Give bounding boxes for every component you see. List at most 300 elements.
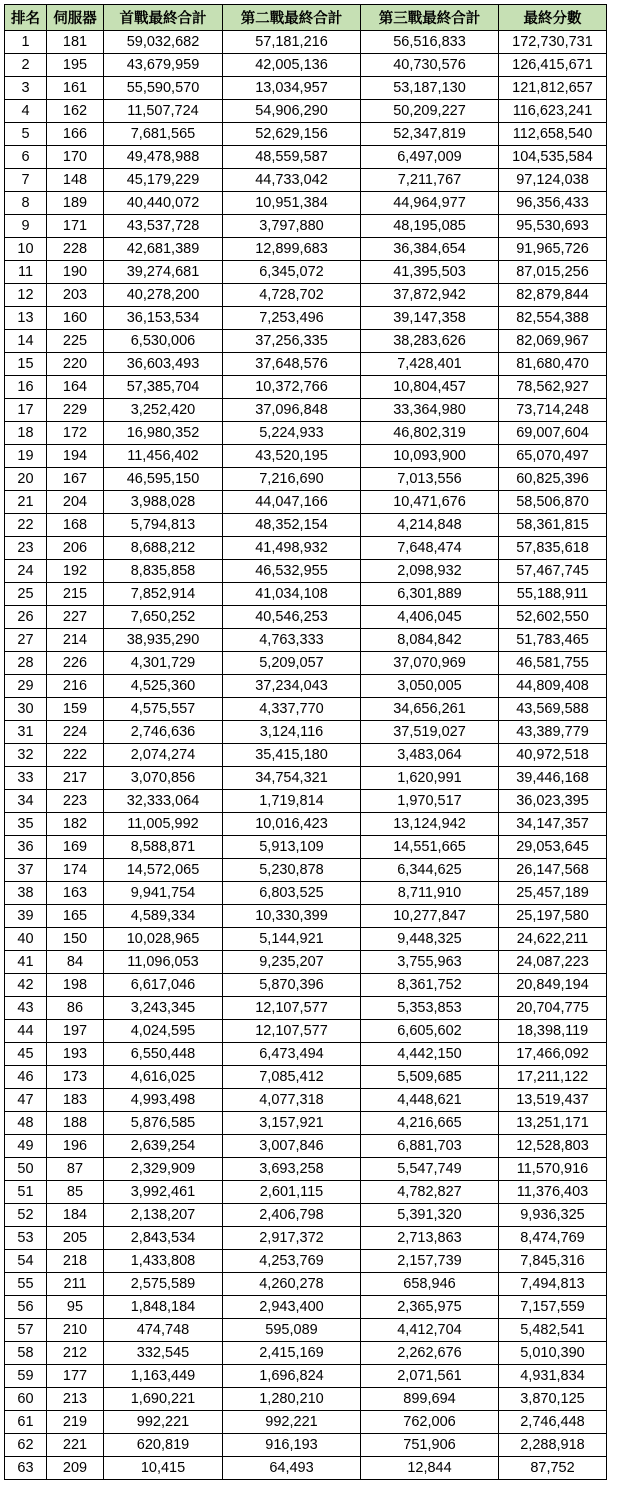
cell-third-battle-total: 658,946 <box>361 1273 499 1296</box>
cell-server: 219 <box>47 1411 104 1434</box>
cell-first-battle-total: 3,988,028 <box>104 491 223 514</box>
cell-final-score: 4,931,834 <box>499 1365 607 1388</box>
cell-final-score: 24,622,211 <box>499 928 607 951</box>
cell-second-battle-total: 3,797,880 <box>223 215 361 238</box>
cell-first-battle-total: 1,690,221 <box>104 1388 223 1411</box>
cell-server: 161 <box>47 77 104 100</box>
cell-rank: 24 <box>5 560 47 583</box>
cell-second-battle-total: 12,107,577 <box>223 1020 361 1043</box>
cell-final-score: 11,376,403 <box>499 1181 607 1204</box>
cell-third-battle-total: 37,070,969 <box>361 652 499 675</box>
cell-server: 193 <box>47 1043 104 1066</box>
cell-rank: 17 <box>5 399 47 422</box>
cell-rank: 5 <box>5 123 47 146</box>
cell-first-battle-total: 14,572,065 <box>104 859 223 882</box>
cell-rank: 31 <box>5 721 47 744</box>
table-row <box>5 468 607 491</box>
cell-server: 166 <box>47 123 104 146</box>
cell-server: 174 <box>47 859 104 882</box>
cell-server: 164 <box>47 376 104 399</box>
cell-server: 218 <box>47 1250 104 1273</box>
table-body <box>5 31 607 1480</box>
cell-server: 169 <box>47 836 104 859</box>
cell-server: 205 <box>47 1227 104 1250</box>
cell-rank: 44 <box>5 1020 47 1043</box>
cell-second-battle-total: 54,906,290 <box>223 100 361 123</box>
cell-server: 85 <box>47 1181 104 1204</box>
cell-third-battle-total: 6,605,602 <box>361 1020 499 1043</box>
cell-final-score: 43,569,588 <box>499 698 607 721</box>
cell-server: 87 <box>47 1158 104 1181</box>
cell-rank: 45 <box>5 1043 47 1066</box>
cell-third-battle-total: 53,187,130 <box>361 77 499 100</box>
cell-final-score: 112,658,540 <box>499 123 607 146</box>
cell-first-battle-total: 49,478,988 <box>104 146 223 169</box>
cell-rank: 43 <box>5 997 47 1020</box>
table-row <box>5 997 607 1020</box>
table-row <box>5 514 607 537</box>
cell-second-battle-total: 4,728,702 <box>223 284 361 307</box>
table-row <box>5 1388 607 1411</box>
cell-second-battle-total: 3,157,921 <box>223 1112 361 1135</box>
cell-first-battle-total: 2,329,909 <box>104 1158 223 1181</box>
cell-server: 192 <box>47 560 104 583</box>
header-second-battle-total: 第二戰最終合計 <box>223 5 361 31</box>
cell-first-battle-total: 8,688,212 <box>104 537 223 560</box>
cell-final-score: 65,070,497 <box>499 445 607 468</box>
cell-third-battle-total: 10,471,676 <box>361 491 499 514</box>
cell-third-battle-total: 7,013,556 <box>361 468 499 491</box>
cell-rank: 38 <box>5 882 47 905</box>
cell-first-battle-total: 8,588,871 <box>104 836 223 859</box>
table-row <box>5 767 607 790</box>
cell-first-battle-total: 11,096,053 <box>104 951 223 974</box>
table-row <box>5 1227 607 1250</box>
cell-third-battle-total: 1,970,517 <box>361 790 499 813</box>
cell-third-battle-total: 6,301,889 <box>361 583 499 606</box>
cell-third-battle-total: 8,084,842 <box>361 629 499 652</box>
cell-first-battle-total: 7,650,252 <box>104 606 223 629</box>
cell-rank: 26 <box>5 606 47 629</box>
table-row <box>5 330 607 353</box>
cell-second-battle-total: 12,107,577 <box>223 997 361 1020</box>
cell-third-battle-total: 2,262,676 <box>361 1342 499 1365</box>
cell-rank: 3 <box>5 77 47 100</box>
cell-third-battle-total: 2,157,739 <box>361 1250 499 1273</box>
cell-final-score: 55,188,911 <box>499 583 607 606</box>
cell-first-battle-total: 1,163,449 <box>104 1365 223 1388</box>
cell-second-battle-total: 37,096,848 <box>223 399 361 422</box>
cell-final-score: 2,288,918 <box>499 1434 607 1457</box>
cell-server: 215 <box>47 583 104 606</box>
cell-second-battle-total: 40,546,253 <box>223 606 361 629</box>
cell-third-battle-total: 6,497,009 <box>361 146 499 169</box>
cell-server: 209 <box>47 1457 104 1480</box>
table-row <box>5 744 607 767</box>
table-row <box>5 813 607 836</box>
cell-second-battle-total: 37,648,576 <box>223 353 361 376</box>
table-row <box>5 491 607 514</box>
table-row <box>5 652 607 675</box>
cell-second-battle-total: 4,337,770 <box>223 698 361 721</box>
cell-final-score: 9,936,325 <box>499 1204 607 1227</box>
cell-rank: 34 <box>5 790 47 813</box>
cell-third-battle-total: 4,448,621 <box>361 1089 499 1112</box>
cell-server: 224 <box>47 721 104 744</box>
cell-first-battle-total: 8,835,858 <box>104 560 223 583</box>
cell-third-battle-total: 5,391,320 <box>361 1204 499 1227</box>
cell-final-score: 58,361,815 <box>499 514 607 537</box>
cell-server: 168 <box>47 514 104 537</box>
cell-server: 148 <box>47 169 104 192</box>
cell-rank: 1 <box>5 31 47 54</box>
cell-second-battle-total: 3,693,258 <box>223 1158 361 1181</box>
cell-rank: 8 <box>5 192 47 215</box>
cell-second-battle-total: 7,253,496 <box>223 307 361 330</box>
cell-final-score: 25,197,580 <box>499 905 607 928</box>
cell-second-battle-total: 4,260,278 <box>223 1273 361 1296</box>
cell-server: 184 <box>47 1204 104 1227</box>
cell-first-battle-total: 2,138,207 <box>104 1204 223 1227</box>
table-row <box>5 1181 607 1204</box>
table-row <box>5 1411 607 1434</box>
cell-third-battle-total: 8,711,910 <box>361 882 499 905</box>
cell-final-score: 69,007,604 <box>499 422 607 445</box>
table-row <box>5 859 607 882</box>
table-row <box>5 905 607 928</box>
table-row <box>5 261 607 284</box>
table-row <box>5 215 607 238</box>
cell-second-battle-total: 1,280,210 <box>223 1388 361 1411</box>
cell-server: 226 <box>47 652 104 675</box>
cell-first-battle-total: 10,415 <box>104 1457 223 1480</box>
cell-rank: 57 <box>5 1319 47 1342</box>
cell-final-score: 26,147,568 <box>499 859 607 882</box>
cell-third-battle-total: 3,483,064 <box>361 744 499 767</box>
cell-second-battle-total: 52,629,156 <box>223 123 361 146</box>
cell-server: 210 <box>47 1319 104 1342</box>
cell-first-battle-total: 45,179,229 <box>104 169 223 192</box>
cell-second-battle-total: 5,230,878 <box>223 859 361 882</box>
table-row <box>5 974 607 997</box>
cell-final-score: 20,849,194 <box>499 974 607 997</box>
cell-rank: 11 <box>5 261 47 284</box>
cell-server: 229 <box>47 399 104 422</box>
table-row <box>5 123 607 146</box>
table-row <box>5 54 607 77</box>
cell-third-battle-total: 1,620,991 <box>361 767 499 790</box>
ranking-table <box>4 4 607 1480</box>
cell-first-battle-total: 5,876,585 <box>104 1112 223 1135</box>
table-row <box>5 1020 607 1043</box>
cell-second-battle-total: 2,917,372 <box>223 1227 361 1250</box>
cell-final-score: 13,519,437 <box>499 1089 607 1112</box>
cell-third-battle-total: 10,277,847 <box>361 905 499 928</box>
cell-server: 165 <box>47 905 104 928</box>
header-rank: 排名 <box>5 5 47 31</box>
cell-first-battle-total: 4,589,334 <box>104 905 223 928</box>
cell-first-battle-total: 1,433,808 <box>104 1250 223 1273</box>
cell-third-battle-total: 4,412,704 <box>361 1319 499 1342</box>
cell-second-battle-total: 5,224,933 <box>223 422 361 445</box>
cell-server: 214 <box>47 629 104 652</box>
table-row <box>5 1457 607 1480</box>
cell-rank: 25 <box>5 583 47 606</box>
cell-first-battle-total: 6,550,448 <box>104 1043 223 1066</box>
cell-rank: 6 <box>5 146 47 169</box>
cell-rank: 54 <box>5 1250 47 1273</box>
cell-server: 84 <box>47 951 104 974</box>
cell-server: 227 <box>47 606 104 629</box>
cell-third-battle-total: 899,694 <box>361 1388 499 1411</box>
cell-first-battle-total: 4,575,557 <box>104 698 223 721</box>
cell-second-battle-total: 35,415,180 <box>223 744 361 767</box>
cell-rank: 48 <box>5 1112 47 1135</box>
cell-server: 211 <box>47 1273 104 1296</box>
table-row <box>5 1112 607 1135</box>
cell-server: 162 <box>47 100 104 123</box>
cell-server: 206 <box>47 537 104 560</box>
cell-third-battle-total: 751,906 <box>361 1434 499 1457</box>
cell-rank: 29 <box>5 675 47 698</box>
cell-server: 170 <box>47 146 104 169</box>
cell-third-battle-total: 4,782,827 <box>361 1181 499 1204</box>
cell-first-battle-total: 992,221 <box>104 1411 223 1434</box>
cell-first-battle-total: 42,681,389 <box>104 238 223 261</box>
cell-server: 223 <box>47 790 104 813</box>
cell-third-battle-total: 7,428,401 <box>361 353 499 376</box>
cell-first-battle-total: 11,507,724 <box>104 100 223 123</box>
cell-final-score: 57,467,745 <box>499 560 607 583</box>
cell-first-battle-total: 43,537,728 <box>104 215 223 238</box>
cell-third-battle-total: 8,361,752 <box>361 974 499 997</box>
cell-second-battle-total: 2,601,115 <box>223 1181 361 1204</box>
cell-third-battle-total: 39,147,358 <box>361 307 499 330</box>
cell-final-score: 11,570,916 <box>499 1158 607 1181</box>
cell-final-score: 12,528,803 <box>499 1135 607 1158</box>
cell-first-battle-total: 36,153,534 <box>104 307 223 330</box>
cell-rank: 46 <box>5 1066 47 1089</box>
cell-rank: 41 <box>5 951 47 974</box>
cell-first-battle-total: 39,274,681 <box>104 261 223 284</box>
ranking-table-container <box>4 4 607 1480</box>
table-row <box>5 675 607 698</box>
cell-final-score: 17,211,122 <box>499 1066 607 1089</box>
cell-third-battle-total: 14,551,665 <box>361 836 499 859</box>
cell-rank: 63 <box>5 1457 47 1480</box>
cell-first-battle-total: 38,935,290 <box>104 629 223 652</box>
cell-server: 160 <box>47 307 104 330</box>
cell-first-battle-total: 3,992,461 <box>104 1181 223 1204</box>
table-row <box>5 192 607 215</box>
cell-rank: 49 <box>5 1135 47 1158</box>
cell-first-battle-total: 40,440,072 <box>104 192 223 215</box>
cell-rank: 22 <box>5 514 47 537</box>
cell-final-score: 58,506,870 <box>499 491 607 514</box>
table-row <box>5 146 607 169</box>
cell-second-battle-total: 43,520,195 <box>223 445 361 468</box>
cell-server: 204 <box>47 491 104 514</box>
cell-second-battle-total: 10,372,766 <box>223 376 361 399</box>
cell-server: 225 <box>47 330 104 353</box>
table-row <box>5 1089 607 1112</box>
cell-third-battle-total: 4,442,150 <box>361 1043 499 1066</box>
cell-first-battle-total: 4,616,025 <box>104 1066 223 1089</box>
cell-second-battle-total: 992,221 <box>223 1411 361 1434</box>
cell-first-battle-total: 46,595,150 <box>104 468 223 491</box>
cell-rank: 58 <box>5 1342 47 1365</box>
cell-server: 217 <box>47 767 104 790</box>
cell-server: 216 <box>47 675 104 698</box>
cell-rank: 7 <box>5 169 47 192</box>
cell-final-score: 121,812,657 <box>499 77 607 100</box>
cell-rank: 36 <box>5 836 47 859</box>
cell-rank: 21 <box>5 491 47 514</box>
cell-rank: 28 <box>5 652 47 675</box>
cell-first-battle-total: 55,590,570 <box>104 77 223 100</box>
cell-server: 171 <box>47 215 104 238</box>
cell-second-battle-total: 57,181,216 <box>223 31 361 54</box>
cell-server: 182 <box>47 813 104 836</box>
cell-first-battle-total: 474,748 <box>104 1319 223 1342</box>
cell-second-battle-total: 37,234,043 <box>223 675 361 698</box>
cell-third-battle-total: 37,519,027 <box>361 721 499 744</box>
cell-final-score: 57,835,618 <box>499 537 607 560</box>
cell-second-battle-total: 916,193 <box>223 1434 361 1457</box>
cell-first-battle-total: 57,385,704 <box>104 376 223 399</box>
cell-second-battle-total: 13,034,957 <box>223 77 361 100</box>
cell-server: 159 <box>47 698 104 721</box>
cell-rank: 30 <box>5 698 47 721</box>
cell-final-score: 39,446,168 <box>499 767 607 790</box>
cell-third-battle-total: 36,384,654 <box>361 238 499 261</box>
cell-rank: 52 <box>5 1204 47 1227</box>
cell-second-battle-total: 41,498,932 <box>223 537 361 560</box>
table-row <box>5 1296 607 1319</box>
header-final-score: 最終分數 <box>499 5 607 31</box>
cell-third-battle-total: 762,006 <box>361 1411 499 1434</box>
cell-second-battle-total: 5,913,109 <box>223 836 361 859</box>
table-row <box>5 31 607 54</box>
cell-rank: 12 <box>5 284 47 307</box>
cell-second-battle-total: 6,803,525 <box>223 882 361 905</box>
cell-rank: 55 <box>5 1273 47 1296</box>
cell-second-battle-total: 48,559,587 <box>223 146 361 169</box>
cell-final-score: 43,389,779 <box>499 721 607 744</box>
cell-final-score: 97,124,038 <box>499 169 607 192</box>
cell-first-battle-total: 32,333,064 <box>104 790 223 813</box>
cell-server: 195 <box>47 54 104 77</box>
cell-third-battle-total: 4,214,848 <box>361 514 499 537</box>
cell-final-score: 2,746,448 <box>499 1411 607 1434</box>
cell-second-battle-total: 64,493 <box>223 1457 361 1480</box>
cell-server: 222 <box>47 744 104 767</box>
cell-final-score: 116,623,241 <box>499 100 607 123</box>
header-row <box>5 5 607 31</box>
cell-final-score: 25,457,189 <box>499 882 607 905</box>
cell-final-score: 24,087,223 <box>499 951 607 974</box>
cell-third-battle-total: 12,844 <box>361 1457 499 1480</box>
header-server: 伺服器 <box>47 5 104 31</box>
cell-rank: 33 <box>5 767 47 790</box>
cell-server: 198 <box>47 974 104 997</box>
cell-third-battle-total: 46,802,319 <box>361 422 499 445</box>
cell-rank: 42 <box>5 974 47 997</box>
cell-third-battle-total: 7,211,767 <box>361 169 499 192</box>
cell-final-score: 8,474,769 <box>499 1227 607 1250</box>
cell-rank: 51 <box>5 1181 47 1204</box>
table-row <box>5 606 607 629</box>
cell-second-battle-total: 42,005,136 <box>223 54 361 77</box>
cell-rank: 27 <box>5 629 47 652</box>
cell-final-score: 52,602,550 <box>499 606 607 629</box>
cell-final-score: 7,157,559 <box>499 1296 607 1319</box>
cell-first-battle-total: 2,575,589 <box>104 1273 223 1296</box>
cell-first-battle-total: 5,794,813 <box>104 514 223 537</box>
table-row <box>5 284 607 307</box>
cell-third-battle-total: 4,406,045 <box>361 606 499 629</box>
table-row <box>5 1273 607 1296</box>
cell-server: 173 <box>47 1066 104 1089</box>
cell-third-battle-total: 5,509,685 <box>361 1066 499 1089</box>
cell-final-score: 82,069,967 <box>499 330 607 353</box>
cell-server: 172 <box>47 422 104 445</box>
cell-rank: 13 <box>5 307 47 330</box>
cell-final-score: 81,680,470 <box>499 353 607 376</box>
cell-final-score: 73,714,248 <box>499 399 607 422</box>
cell-rank: 9 <box>5 215 47 238</box>
cell-server: 181 <box>47 31 104 54</box>
cell-first-battle-total: 1,848,184 <box>104 1296 223 1319</box>
cell-final-score: 87,752 <box>499 1457 607 1480</box>
cell-final-score: 40,972,518 <box>499 744 607 767</box>
cell-third-battle-total: 41,395,503 <box>361 261 499 284</box>
cell-rank: 62 <box>5 1434 47 1457</box>
cell-first-battle-total: 620,819 <box>104 1434 223 1457</box>
cell-second-battle-total: 1,696,824 <box>223 1365 361 1388</box>
cell-rank: 50 <box>5 1158 47 1181</box>
cell-second-battle-total: 3,007,846 <box>223 1135 361 1158</box>
table-row <box>5 307 607 330</box>
cell-first-battle-total: 7,852,914 <box>104 583 223 606</box>
table-row <box>5 100 607 123</box>
cell-first-battle-total: 4,301,729 <box>104 652 223 675</box>
cell-first-battle-total: 36,603,493 <box>104 353 223 376</box>
cell-third-battle-total: 3,755,963 <box>361 951 499 974</box>
cell-second-battle-total: 6,345,072 <box>223 261 361 284</box>
cell-server: 203 <box>47 284 104 307</box>
cell-first-battle-total: 2,843,534 <box>104 1227 223 1250</box>
table-row <box>5 537 607 560</box>
table-row <box>5 882 607 905</box>
cell-second-battle-total: 34,754,321 <box>223 767 361 790</box>
table-row <box>5 238 607 261</box>
cell-server: 212 <box>47 1342 104 1365</box>
cell-first-battle-total: 11,456,402 <box>104 445 223 468</box>
cell-first-battle-total: 9,941,754 <box>104 882 223 905</box>
cell-final-score: 51,783,465 <box>499 629 607 652</box>
cell-third-battle-total: 3,050,005 <box>361 675 499 698</box>
cell-final-score: 82,879,844 <box>499 284 607 307</box>
cell-final-score: 87,015,256 <box>499 261 607 284</box>
cell-rank: 35 <box>5 813 47 836</box>
cell-final-score: 44,809,408 <box>499 675 607 698</box>
cell-server: 183 <box>47 1089 104 1112</box>
cell-rank: 18 <box>5 422 47 445</box>
cell-third-battle-total: 44,964,977 <box>361 192 499 215</box>
cell-server: 221 <box>47 1434 104 1457</box>
cell-first-battle-total: 2,074,274 <box>104 744 223 767</box>
